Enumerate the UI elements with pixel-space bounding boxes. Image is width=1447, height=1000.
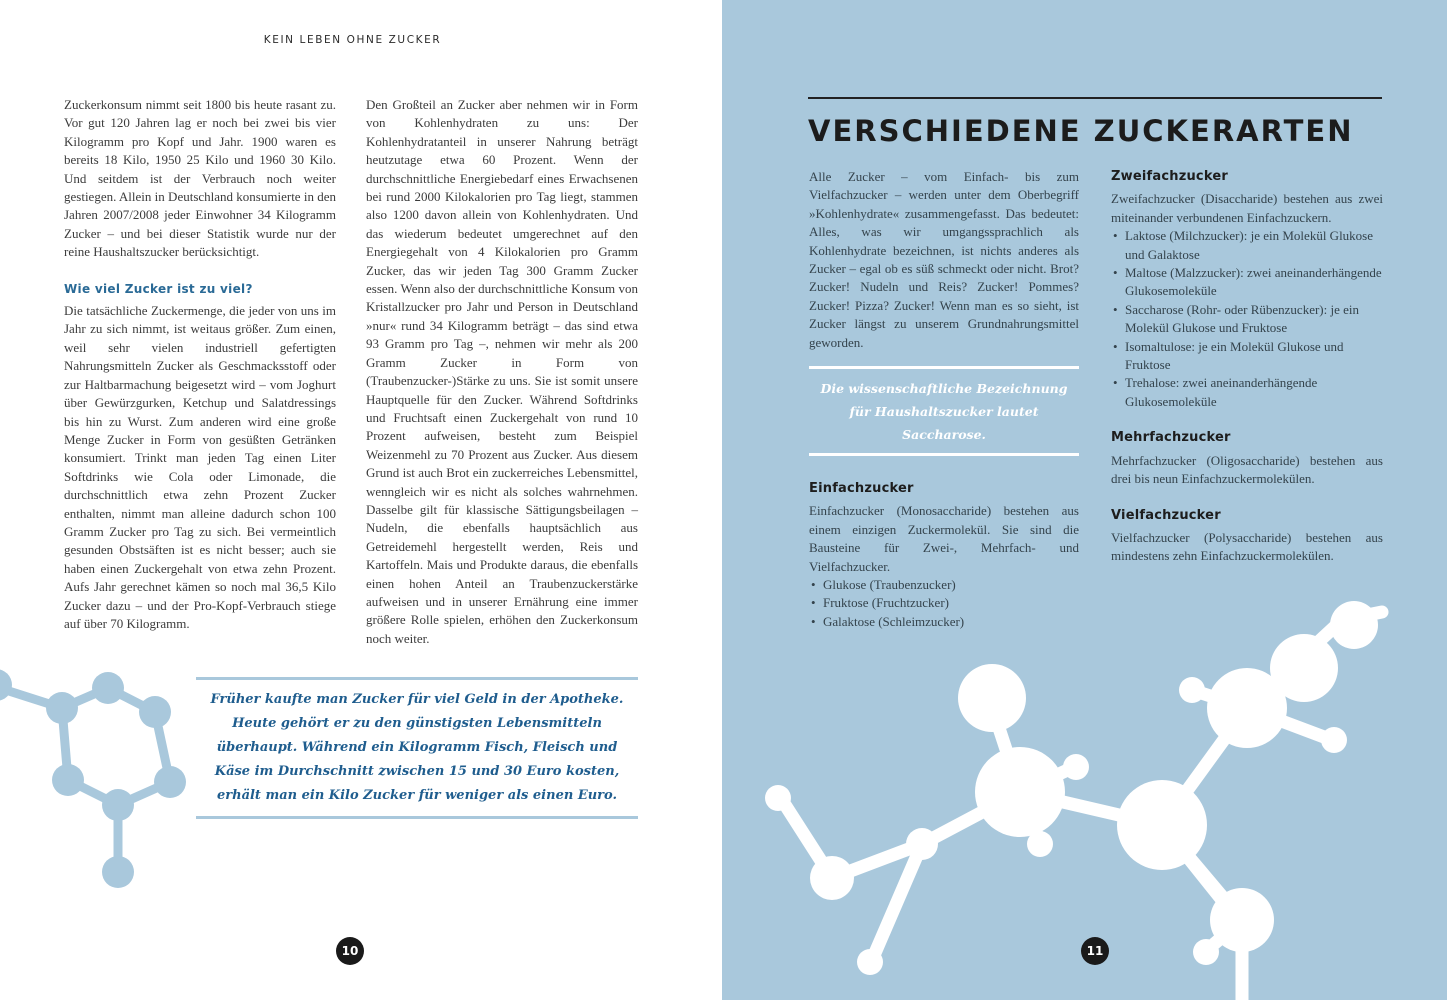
- paragraph-carbohydrates: Den Großteil an Zucker aber nehmen wir in Form von Kohlenhydraten zu uns: Der Kohlenhydratanteil in unserer Nahrung beträgt heutzutage etwa 60 Prozent. Wenn der durchschnittliche Energiebedarf eines Erwachsenen bei rund 2000 Kilokalorien pro Tag liegt, stammen also 1200 davon allein von Kohlenhydraten. Und das wiederum bedeutet umgerechnet auf den Energiegehalt von 4 Kilokalorien pro Gramm Zucker, das wir jeden Tag 300 Gramm Zucker essen. Wenn also der durchschnittliche Konsum von Kristallzucker pro Jahr und Person in Deutschland »nur« rund 34 Kilogramm beträgt – das sind etwa 93 Gramm pro Tag –, nehmen wir mehr als 200 Gramm Zucker in Form von (Traubenzucker-)Stärke zu uns. Sie ist somit unsere Hauptquelle für den Zucker. Während Softdrinks und Fruchtsaft einen Zuckergehalt von rund 10 Prozent aufweisen, besteht zum Beispiel Weizenmehl zu 70 Prozent aus Zucker. Aus diesem Grund ist auch Brot ein zuckerreiches Lebensmittel, wenngleich wir es nicht als solches wahrnehmen. Dasselbe gilt für klassische Sättigungsbeilagen – Nudeln, die ebenfalls hauptsächlich aus Getreidemehl hergestellt werden, Reis und Kartoffeln. Mais und Produkte daraus, die ebenfalls einen hohen Anteil an Traubenzuckerstärke aufweisen und in unserer Ernährung eine immer größere Rolle spielen, erhöhen den Zuckerkonsum noch weiter.: [366, 97, 638, 646]
- list-einfachzucker: [809, 576, 1079, 631]
- heading-vielfachzucker: Vielfachzucker: [1111, 507, 1221, 523]
- right-column-1: [809, 168, 1079, 352]
- section-einfachzucker: [809, 480, 1079, 631]
- pull-quote-text: Früher kaufte man Zucker für viel Geld in der Apotheke. Heute gehört er zu den günstigsten Lebensmitteln überhaupt. Während ein Kilogramm Fisch, Fleisch und Käse im Durchschnitt zwischen 15 und 30 Euro kosten, erhält man ein Kilo Zucker für weniger als einen Euro.: [210, 692, 624, 803]
- paragraph-intro: Alle Zucker – vom Einfach- bis zum Vielfachzucker – werden unter dem Oberbegriff »Kohlenhydrate« zusammengefasst. Das bedeutet: Alles, was wir umgangssprachlich als Kohlenhydrate bezeichnen, ist nichts anderes als Zucker – egal ob es süß schmeckt oder nicht. Brot? Zucker! Nudeln und Reis? Zucker! Pommes? Zucker! Pizza? Zucker! Wenn man es so sieht, ist Zucker längst zu unserem Grundnahrungsmittel geworden.: [809, 169, 1079, 350]
- right-column-2: [1111, 168, 1383, 566]
- list-item: • Glukose (Traubenzucker): [809, 576, 1079, 594]
- left-page: [0, 0, 722, 1000]
- left-column-2: [366, 96, 638, 648]
- subheading-how-much: Wie viel Zucker ist zu viel?: [64, 281, 253, 296]
- running-head: KEIN LEBEN OHNE ZUCKER: [263, 34, 442, 46]
- list-zweifachzucker: [1111, 227, 1383, 411]
- page-number-right: 11: [1081, 937, 1109, 965]
- molecule-right-illustration: [722, 580, 1447, 1000]
- right-page: [722, 0, 1447, 1000]
- pull-quote-box: [196, 677, 638, 819]
- paragraph-consumption: Zuckerkonsum nimmt seit 1800 bis heute rasant zu. Vor gut 120 Jahren lag er noch bei zwei bis vier Kilogramm pro Kopf und Jahr. 1900 waren es bereits 18 Kilo, 1950 25 Kilo und 1960 30 Kilo. Und seitdem ist der Verbrauch noch weiter gestiegen. Allein in Deutschland konsumierte in den Jahren 2007/2008 jeder Einwohner 34 Kilogramm Zucker – und bei dieser Statistik wurde nur der reine Haushaltszucker berücksichtigt.: [64, 97, 336, 260]
- list-item: • Laktose (Milchzucker): je ein Molekül Glukose und Galaktose: [1111, 227, 1383, 264]
- list-item: • Galaktose (Schleimzucker): [809, 613, 1079, 631]
- text-mehrfachzucker: Mehrfachzucker (Oligosaccharide) bestehen aus drei bis neun Einfachzuckermolekülen.: [1111, 452, 1383, 487]
- list-item: • Fruktose (Fruchtzucker): [809, 594, 1079, 612]
- page-title: VERSCHIEDENE ZUCKERARTEN: [808, 114, 1354, 148]
- left-column-1: [64, 96, 336, 633]
- text-einfachzucker: Einfachzucker (Monosaccharide) bestehen aus einem einzigen Zuckermolekül. Sie sind die Bausteine für Zwei-, Mehrfach- und Vielfachzucker.: [809, 503, 1079, 574]
- heading-mehrfachzucker: Mehrfachzucker: [1111, 430, 1231, 446]
- list-item: • Saccharose (Rohr- oder Rübenzucker): je ein Molekül Glukose und Fruktose: [1111, 301, 1383, 338]
- fact-box: [809, 366, 1079, 456]
- text-vielfachzucker: Vielfachzucker (Polysaccharide) bestehen aus mindestens zehn Einfachzuckermolekülen.: [1111, 529, 1383, 564]
- list-item: • Isomaltulose: je ein Molekül Glukose und Fruktose: [1111, 338, 1383, 375]
- title-rule: [808, 97, 1382, 99]
- text-zweifachzucker: Zweifachzucker (Disaccharide) bestehen aus zwei miteinander verbundenen Einfachzuckern.: [1111, 191, 1383, 225]
- heading-einfachzucker: Einfachzucker: [809, 481, 914, 496]
- list-item: • Maltose (Malzzucker): zwei aneinanderhängende Glukosemoleküle: [1111, 264, 1383, 301]
- list-item: • Trehalose: zwei aneinanderhängende Glukosemoleküle: [1111, 374, 1383, 411]
- heading-zweifachzucker: Zweifachzucker: [1111, 169, 1228, 184]
- paragraph-actual-amount: Die tatsächliche Zuckermenge, die jeder von uns im Jahr zu sich nimmt, ist weitaus größer. Zum einen, weil sehr vielen industriell gefertigten Nahrungsmitteln Zucker als Geschmacksstoff oder zur Haltbarmachung beigesetzt wird – vom Joghurt über Gewürzgurken, Ketchup und Salatdressings bis hin zu Wurst. Zum anderen wird eine große Menge Zucker in Form von gesüßten Getränken konsumiert. Trinkt man jeden Tag einen Liter Softdrinks wie Cola oder Limonade, die durchschnittlich etwa zehn Prozent Zucker enthalten, nimmt man alleine dadurch schon 100 Gramm Zucker pro Tag zu sich. Bei vermeintlich gesunden Obstsäften ist es nicht besser; auch sie haben einen Zuckergehalt von etwa zehn Prozent. Aufs Jahr gerechnet kämen so noch mal 36,5 Kilo Zucker dazu – und der Pro-Kopf-Verbrauch stiege auf über 70 Kilogramm.: [64, 303, 336, 631]
- page-number-left: 10: [336, 937, 364, 965]
- fact-text: Die wissenschaftliche Bezeichnung für Haushaltszucker lautet Saccharose.: [820, 380, 1068, 442]
